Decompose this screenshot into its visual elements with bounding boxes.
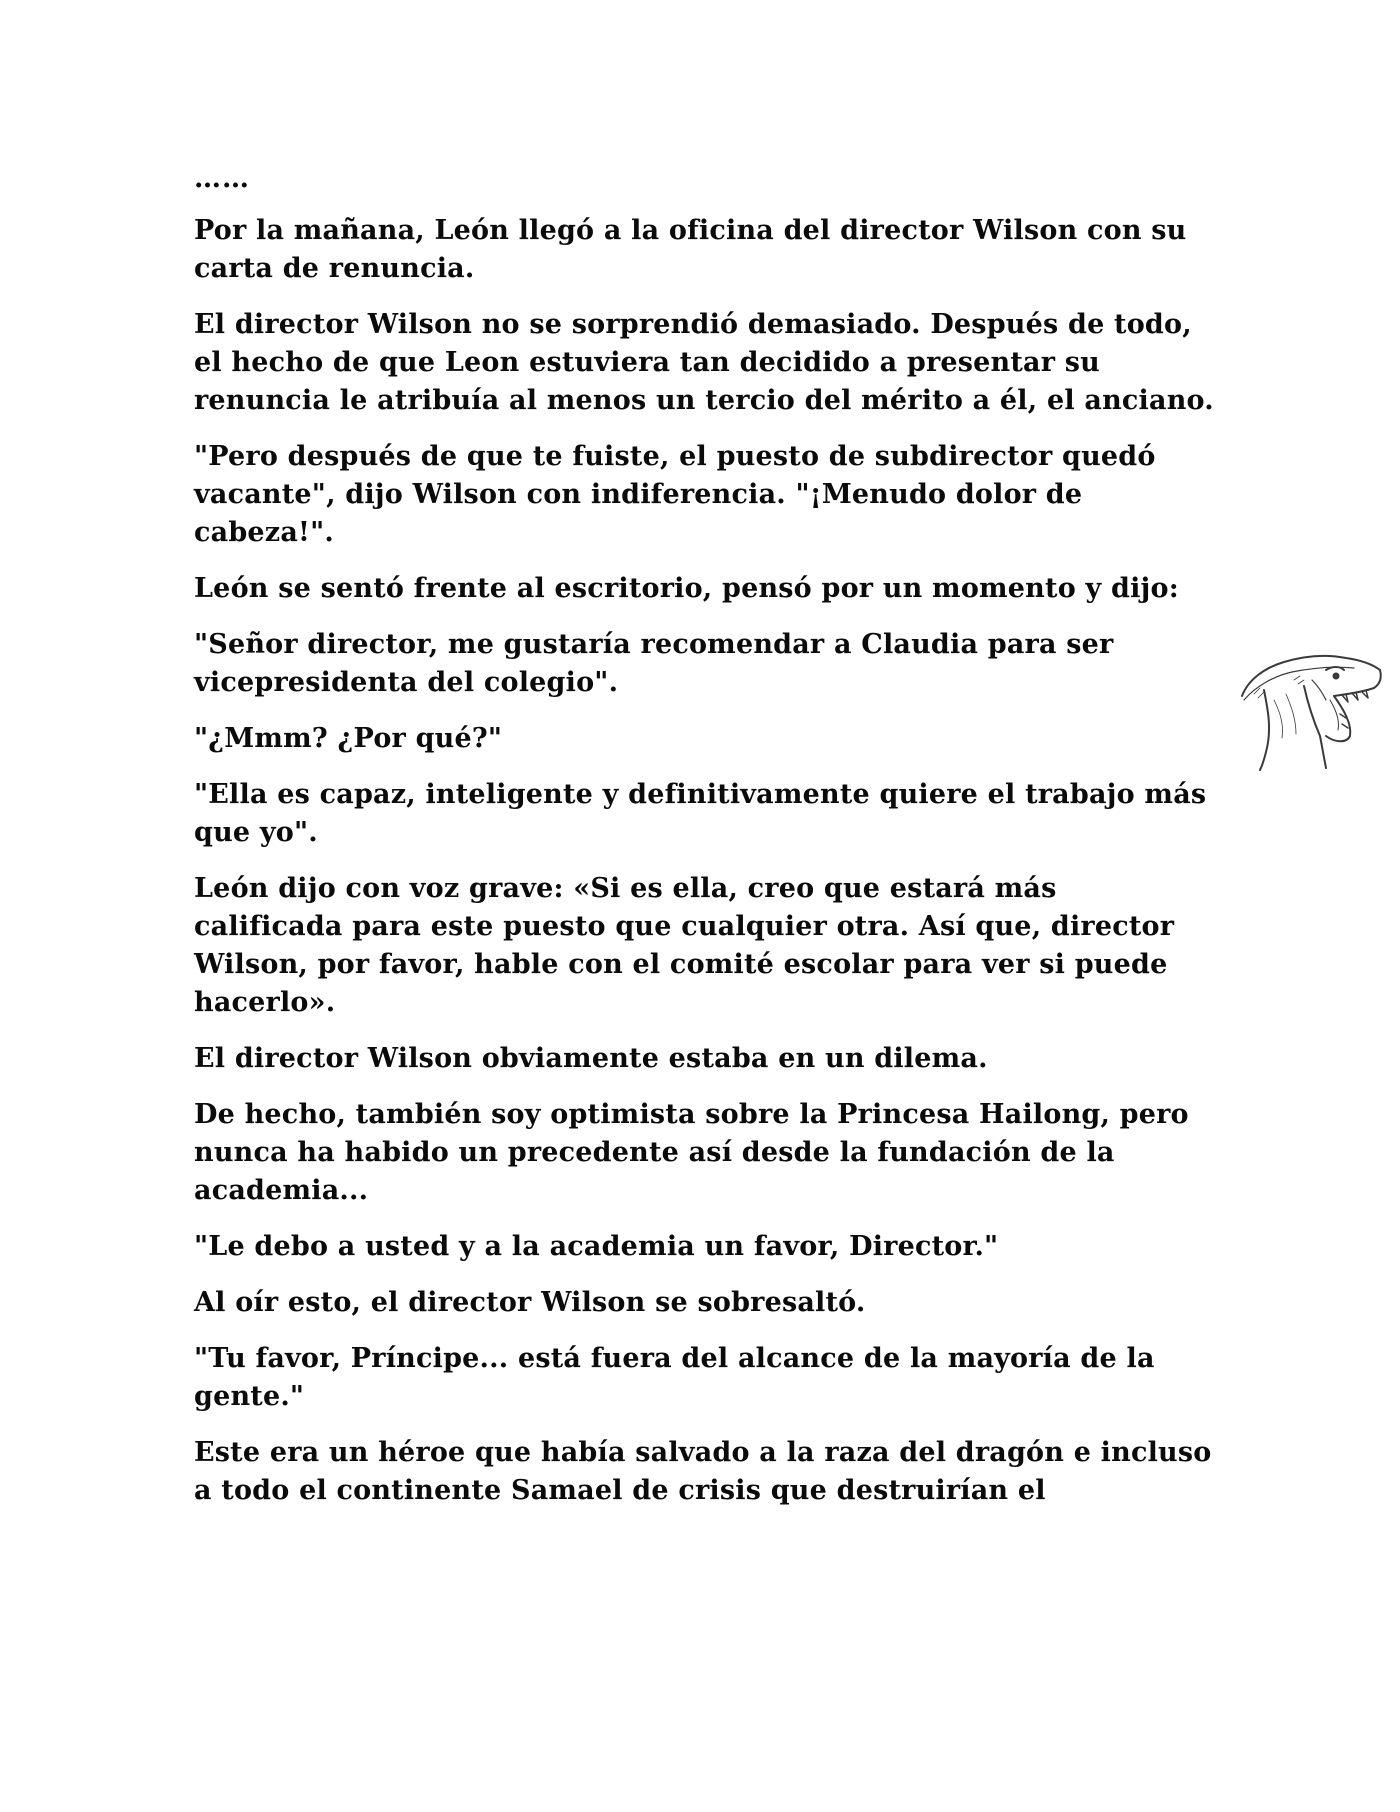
paragraph: De hecho, también soy optimista sobre la Princesa Hailong, pero nunca ha habido un precedente así desde la fundación de la academia...	[194, 1099, 1189, 1206]
paragraph: "Señor director, me gustaría recomendar a Claudia para ser vicepresidenta del colegio".	[194, 629, 1114, 698]
paragraph: León dijo con voz grave: «Si es ella, creo que estará más calificada para este puesto que cualquier otra. Así que, director Wilson, por favor, hable con el comité escolar para ver si puede hacerlo».	[194, 873, 1175, 1018]
dinosaur-head-sketch-icon	[1234, 640, 1386, 772]
paragraph: Este era un héroe que había salvado a la raza del dragón e incluso a todo el continente Samael de crisis que destruirían el	[194, 1437, 1212, 1506]
paragraph: Al oír esto, el director Wilson se sobresaltó.	[194, 1287, 866, 1318]
paragraph: "Ella es capaz, inteligente y definitivamente quiere el trabajo más que yo".	[194, 779, 1207, 848]
paragraph: León se sentó frente al escritorio, pensó por un momento y dijo:	[194, 573, 1179, 604]
paragraph: "Le debo a usted y a la academia un favor, Director."	[194, 1231, 999, 1262]
paragraph: El director Wilson obviamente estaba en un dilema.	[194, 1043, 988, 1074]
paragraph: Por la mañana, León llegó a la oficina del director Wilson con su carta de renuncia.	[194, 215, 1187, 284]
scene-break-ellipsis: ……	[194, 163, 250, 194]
paragraph: "¿Mmm? ¿Por qué?"	[194, 723, 503, 754]
document-body	[194, 160, 1214, 1528]
paragraph: El director Wilson no se sorprendió demasiado. Después de todo, el hecho de que Leon estuviera tan decidido a presentar su renuncia le atribuía al menos un tercio del mérito a él, el anciano.	[194, 309, 1214, 416]
paragraph: "Tu favor, Príncipe... está fuera del alcance de la mayoría de la gente."	[194, 1343, 1155, 1412]
paragraph: "Pero después de que te fuiste, el puesto de subdirector quedó vacante", dijo Wilson con indiferencia. "¡Menudo dolor de cabeza!".	[194, 441, 1156, 548]
